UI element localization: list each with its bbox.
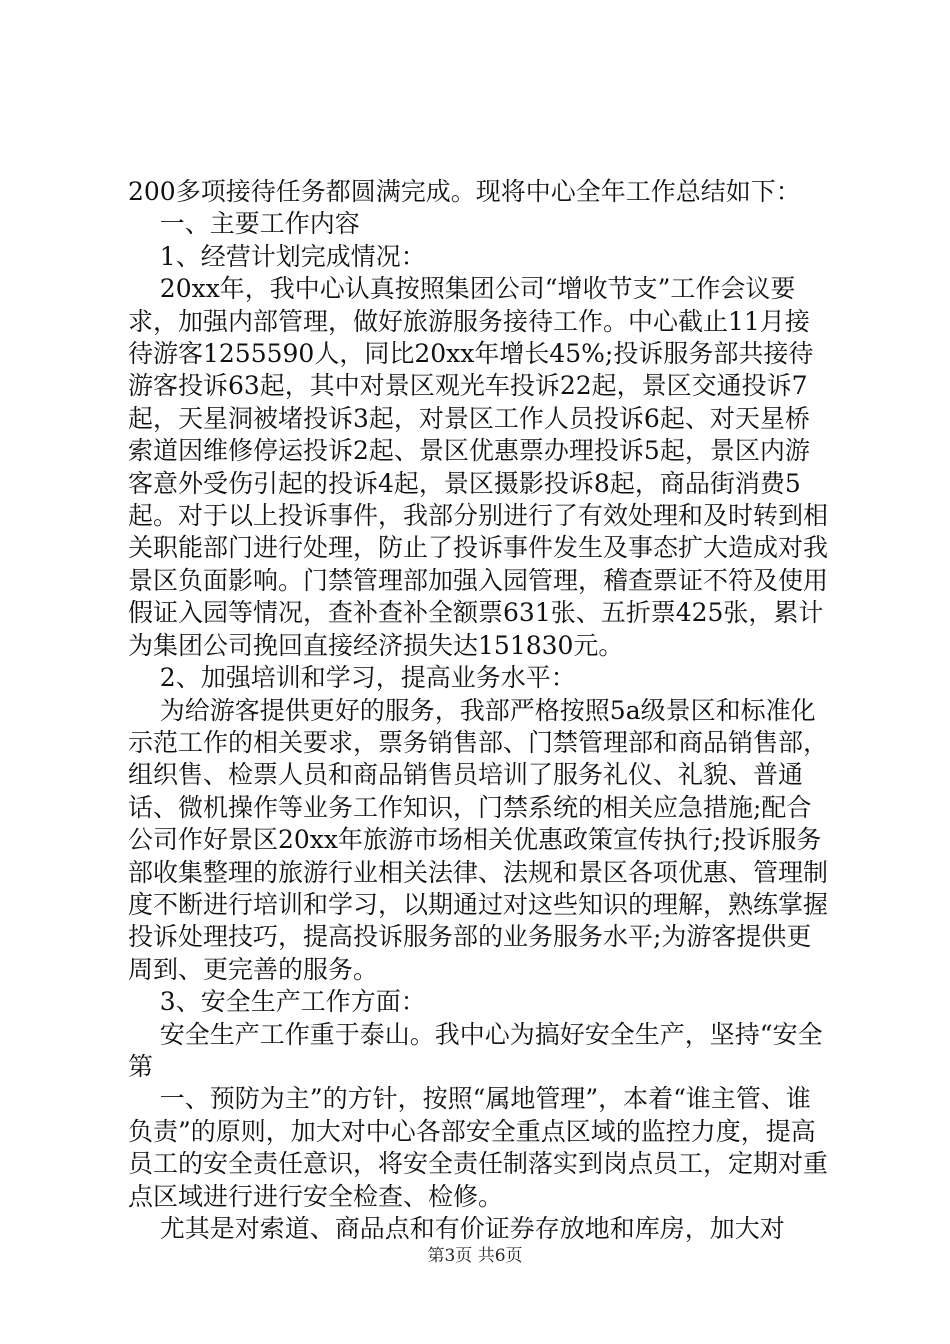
page-number: 第3页 共6页 [427, 1246, 523, 1266]
paragraph-business-plan: 20xx年，我中心认真按照集团公司“增收节支”工作会议要求，加强内部管理，做好旅游服务接待工作。中心截止11月接待游客1255590人，同比20xx年增长45%;投诉服务部共接待游客投诉63起，其中对景区观光车投诉22起，景区交通投诉7起，天星洞被堵投诉3起，对景区工作人员投诉6起、对天星桥索道因维修停运投诉2起、景区优惠票办理投诉5起，景区内游客意外受伤引起的投诉4起，景区摄影投诉8起，商品街消费5起。对于以上投诉事件，我部分别进行了有效处理和及时转到相关职能部门进行处理，防止了投诉事件发生及事态扩大造成对我景区负面影响。门禁管理部加强入园管理，稽查票证不符及使用假证入园等情况，查补查补全额票631张、五折票425张，累计为集团公司挽回直接经济损失达151830元。 [128, 274, 829, 660]
page-footer [0, 1244, 950, 1268]
paragraph-training: 为给游客提供更好的服务，我部严格按照5a级景区和标准化示范工作的相关要求，票务销售部、门禁管理部和商品销售部，组织售、检票人员和商品销售员培训了服务礼仪、礼貌、普通话、微机操作等业务工作知识，门禁系统的相关应急措施;配合公司作好景区20xx年旅游市场相关优惠政策宣传执行;投诉服务部收集整理的旅游行业相关法律、法规和景区各项优惠、管理制度不断进行培训和学习，以期通过对这些知识的理解，熟练掌握投诉处理技巧，提高投诉服务部的业务服务水平;为游客提供更周到、更完善的服务。 [128, 695, 829, 984]
paragraph-safety-intro: 安全生产工作重于泰山。我中心为搞好安全生产，坚持“安全第 [128, 1019, 823, 1081]
subsection-heading-safety: 3、安全生产工作方面： [128, 987, 426, 1017]
section-heading-main-work: 一、主要工作内容 [128, 209, 360, 239]
subsection-heading-training: 2、加强培训和学习，提高业务水平： [128, 663, 576, 693]
document-body [128, 176, 828, 1245]
paragraph-safety-focus: 尤其是对索道、商品点和有价证券存放地和库房，加大对 [128, 1214, 785, 1243]
subsection-heading-business-plan: 1、经营计划完成情况： [128, 241, 426, 271]
paragraph-safety-policy: 一、预防为主”的方针，按照“属地管理”，本着“谁主管、谁负责”的原则，加大对中心各部安全重点区域的监控力度，提高员工的安全责任意识，将安全责任制落实到岗点员工，定期对重点区域进行进行安全检查、检修。 [128, 1084, 829, 1211]
paragraph-intro-continued: 200多项接待任务都圆满完成。现将中心全年工作总结如下： [128, 177, 801, 206]
